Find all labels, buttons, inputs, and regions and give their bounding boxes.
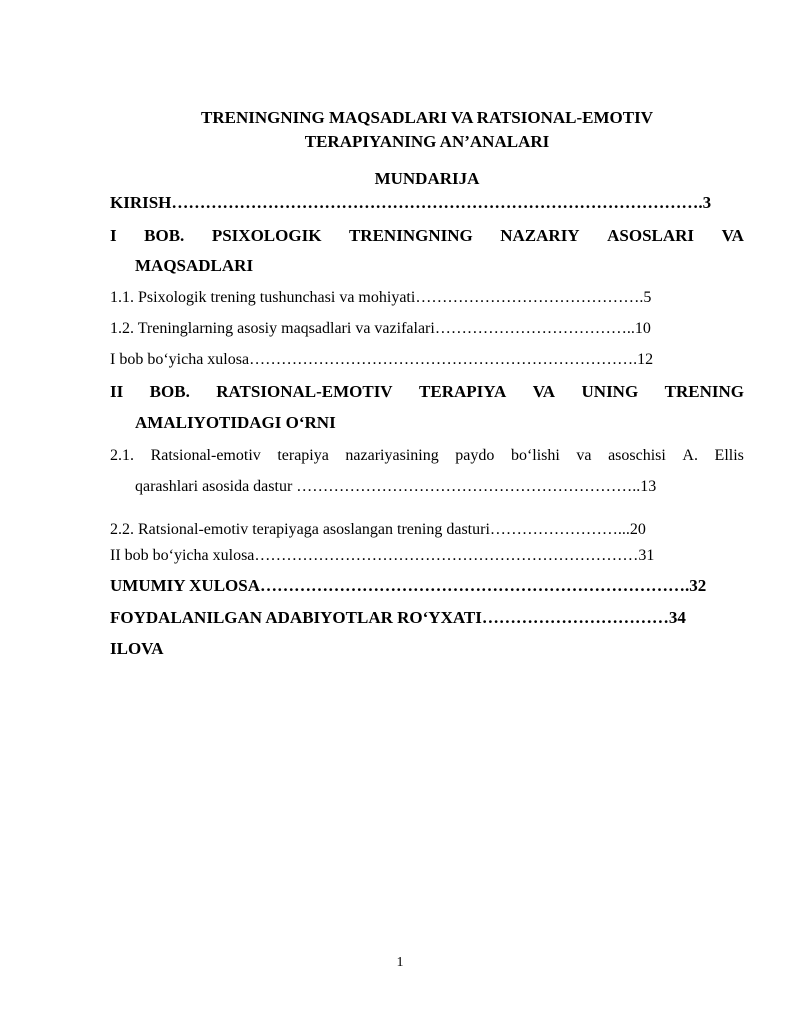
toc-chapter-2-title-cont: AMALIYOTIDAGI O‘RNI [135,413,336,432]
word: PSIXOLOGIK [211,226,322,245]
toc-entry-kirish: KIRISH………………………………………………………………………………….3 [110,193,712,212]
word: Ratsional-emotiv [150,447,261,464]
title-line-2: TERAPIYANING AN’ANALARI [304,132,550,151]
word: A. [682,447,698,464]
word: UNING [581,382,639,401]
toc-entry-2-2: 2.2. Ratsional-emotiv terapiyaga asoslangan trening dasturi……………………...20 [110,521,646,538]
word: VA [532,382,556,401]
toc-entry-ch2-summary: II bob bo‘yicha xulosa………………………………………………………………31 [110,547,655,564]
toc-entry-ilova: ILOVA [110,639,164,658]
word: TERAPIYA [419,382,507,401]
toc-heading: MUNDARIJA [374,169,480,188]
word: va [576,447,592,464]
word: 2.1. [110,447,134,464]
word: II [110,382,124,401]
word: RATSIONAL-EMOTIV [216,382,393,401]
toc-entry-2-1-cont: qarashlari asosida dastur ………………………………………………………..13 [135,478,657,495]
word: NAZARIY [500,226,580,245]
toc-entry-umumiy-xulosa: UMUMIY XULOSA………………………………………………………………….32 [110,576,707,595]
word: asoschisi [608,447,666,464]
word: bo‘lishi [510,447,560,464]
word: BOB. [149,382,190,401]
word: nazariyasining [345,447,439,464]
toc-entry-adabiyotlar: FOYDALANILGAN ADABIYOTLAR RO‘YXATI……………………………34 [110,608,686,627]
word: VA [721,226,744,245]
toc-entry-ch1-summary: I bob bo‘yicha xulosa……………………………………………………………….12 [110,351,654,368]
word: terapiya [277,447,329,464]
word: Ellis [714,447,744,464]
toc-chapter-1-title-cont: MAQSADLARI [135,256,254,275]
word: I [110,226,117,245]
page-number: 1 [396,955,404,970]
word: BOB. [144,226,185,245]
word: ASOSLARI [607,226,695,245]
toc-chapter-1-title [110,226,744,246]
toc-entry-1-2: 1.2. Treninglarning asosiy maqsadlari va vazifalari………………………………..10 [110,320,651,337]
toc-entry-2-1 [110,446,744,466]
toc-entry-1-1: 1.1. Psixologik trening tushunchasi va mohiyati…………………………………….5 [110,289,652,306]
word: TRENING [664,382,744,401]
title-line-1: TRENINGNING MAQSADLARI VA RATSIONAL-EMOTIV [201,108,653,127]
toc-chapter-2-title [110,382,744,402]
word: TRENINGNING [348,226,473,245]
word: paydo [455,447,495,464]
